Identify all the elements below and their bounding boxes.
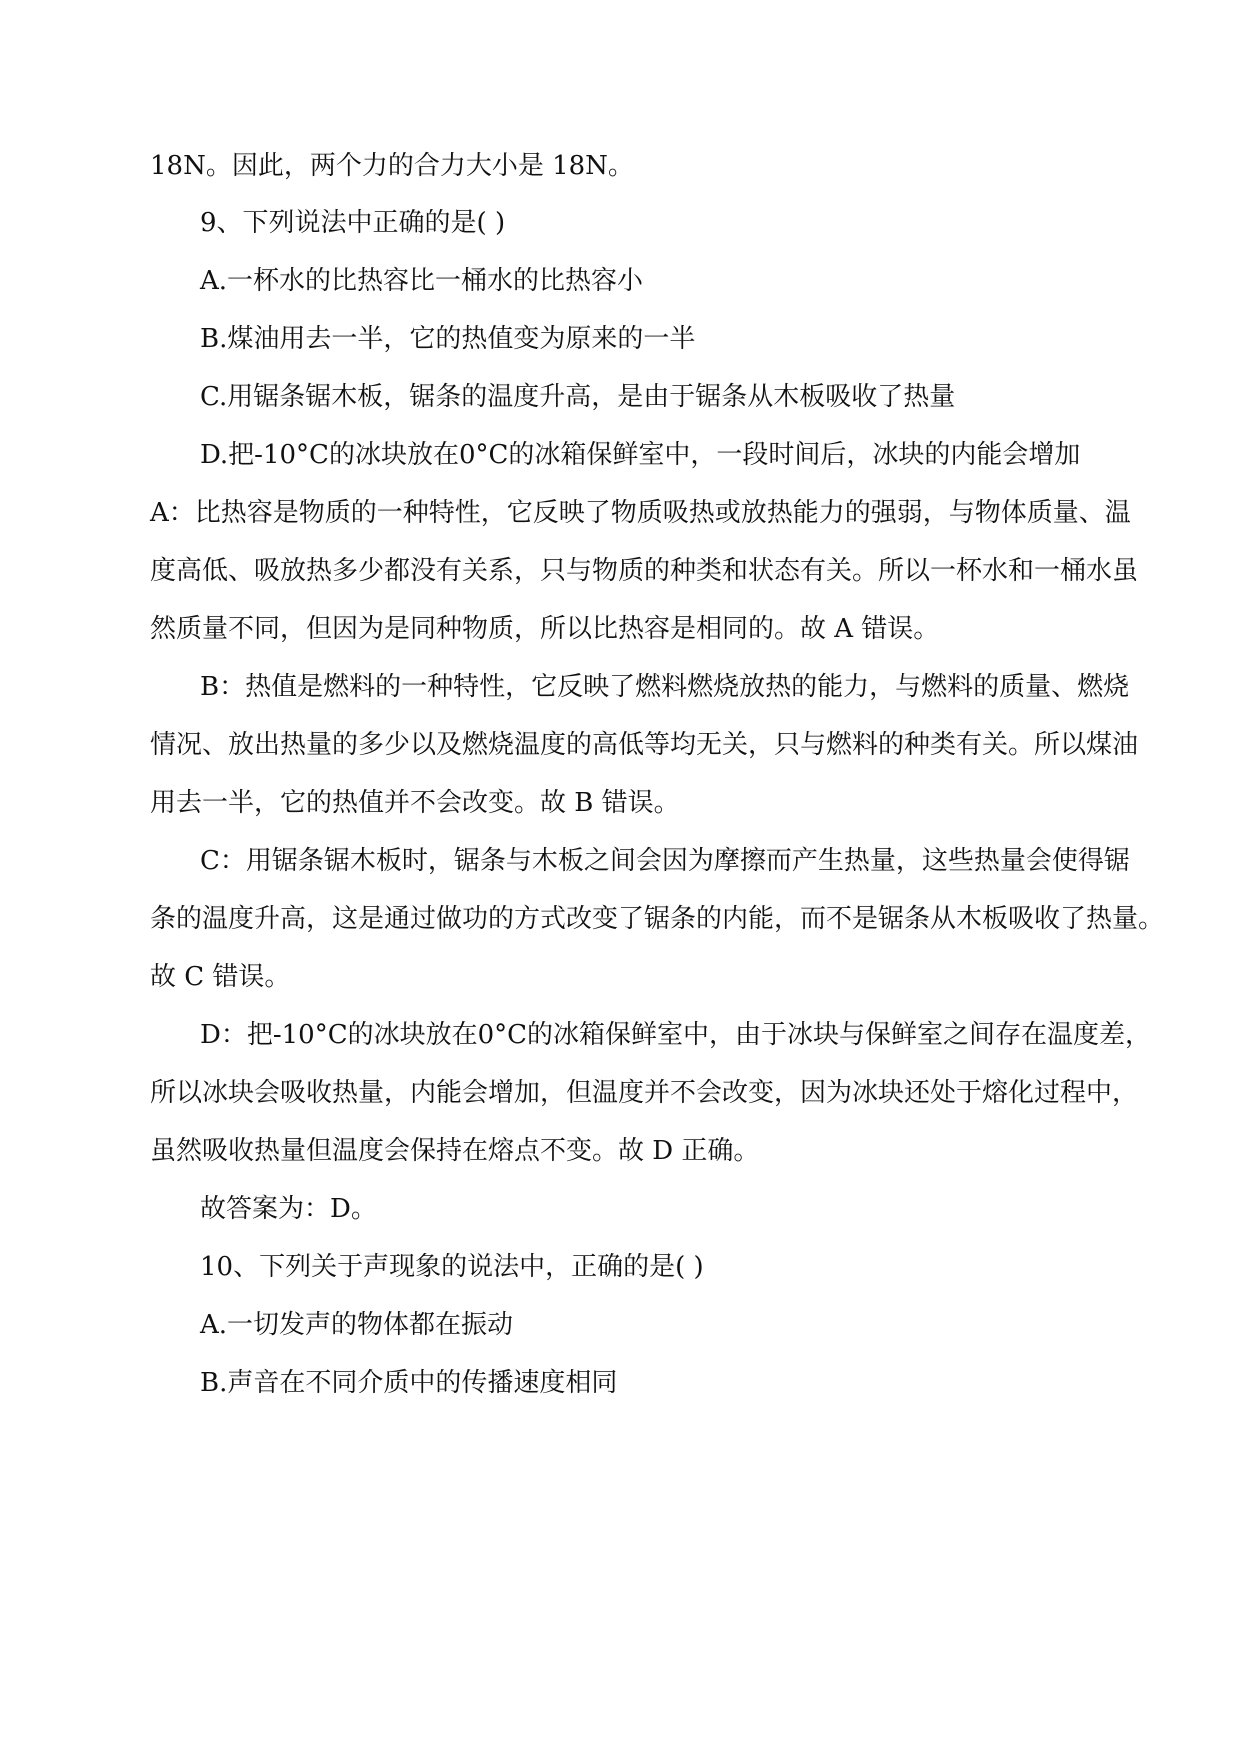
question-10-title: 10、下列关于声现象的说法中，正确的是( ) [200, 1252, 704, 1282]
explanation-a-line: 然质量不同，但因为是同种物质，所以比热容是相同的。故 A 错误。 [150, 614, 940, 644]
option-c: C.用锯条锯木板，锯条的温度升高，是由于锯条从木板吸收了热量 [200, 382, 956, 412]
explanation-d-line: D：把-10°C的冰块放在0°C的冰箱保鲜室中，由于冰块与保鲜室之间存在温度差， [200, 1020, 1152, 1050]
option-b: B.声音在不同介质中的传播速度相同 [200, 1368, 618, 1398]
text-line: 18N。因此，两个力的合力大小是 18N。 [150, 151, 634, 181]
explanation-b-line: B：热值是燃料的一种特性，它反映了燃料燃烧放热的能力，与燃料的质量、燃烧 [200, 672, 1130, 702]
option-b: B.煤油用去一半，它的热值变为原来的一半 [200, 324, 696, 354]
option-a: A.一切发声的物体都在振动 [200, 1310, 514, 1340]
option-a: A.一杯水的比热容比一桶水的比热容小 [200, 266, 644, 296]
explanation-a-line: A：比热容是物质的一种特性，它反映了物质吸热或放热能力的强弱，与物体质量、温 [150, 498, 1131, 528]
explanation-c-line: 故 C 错误。 [150, 962, 291, 992]
question-9-title: 9、下列说法中正确的是( ) [200, 208, 506, 238]
explanation-d-line: 所以冰块会吸收热量，内能会增加，但温度并不会改变，因为冰块还处于熔化过程中， [150, 1078, 1139, 1108]
explanation-a-line: 度高低、吸放热多少都没有关系，只与物质的种类和状态有关。所以一杯水和一桶水虽 [150, 556, 1139, 586]
explanation-d-line: 虽然吸收热量但温度会保持在熔点不变。故 D 正确。 [150, 1136, 760, 1166]
option-d: D.把-10°C的冰块放在0°C的冰箱保鲜室中，一段时间后，冰块的内能会增加 [200, 440, 1081, 470]
explanation-b-line: 用去一半，它的热值并不会改变。故 B 错误。 [150, 788, 680, 818]
explanation-c-line: 条的温度升高，这是通过做功的方式改变了锯条的内能，而不是锯条从木板吸收了热量。 [150, 904, 1165, 934]
explanation-c-line: C：用锯条锯木板时，锯条与木板之间会因为摩擦而产生热量，这些热量会使得锯 [200, 846, 1130, 876]
answer-line: 故答案为：D。 [200, 1194, 377, 1224]
explanation-b-line: 情况、放出热量的多少以及燃烧温度的高低等均无关，只与燃料的种类有关。所以煤油 [150, 730, 1139, 760]
